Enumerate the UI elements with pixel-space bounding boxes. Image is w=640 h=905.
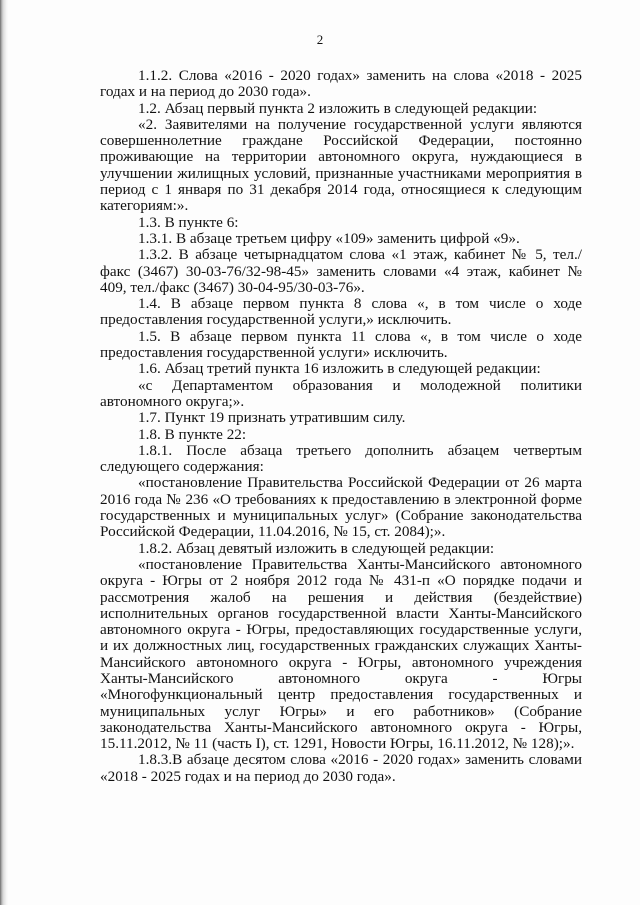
paragraph-1-8-2: 1.8.2. Абзац девятый изложить в следующей редакции: [138, 539, 495, 557]
paragraph-1-3: 1.3. В пункте 6: [138, 213, 239, 231]
paragraph-1-5: 1.5. В абзаце первом пункта 11 слова «, в том числе о ходе предоставления государственной услуги» исключить. [100, 327, 582, 362]
paragraph-decree-431: «постановление Правительства Ханты-Мансийского автономного округа - Югры от 2 ноября 2012 года № 431-п «О порядке подачи и рассмотрения жалоб на решения и действия (бездействие) исполнительных органов государственной власти Ханты-Мансийского автономного округа - Югры, предоставляющих государственные услуги, и их должностных лиц, государственных гражданских служащих Ханты-Мансийского автономного округа - Югры, автономного учреждения Ханты-Мансийского автономного округа - Югры «Многофункциональный центр предоставления государственных и муниципальных услуг Югры» и его работников» (Собрание законодательства Ханты-Мансийского автономного округа - Югры, 15.11.2012, № 11 (часть I), ст. 1291, Новости Югры, 16.11.2012, № 128);». [100, 555, 582, 753]
document-body [100, 68, 582, 785]
paragraph-1-6: 1.6. Абзац третий пункта 16 изложить в следующей редакции: [138, 360, 541, 378]
paragraph-1-2: 1.2. Абзац первый пункта 2 изложить в следующей редакции: [138, 99, 538, 117]
paragraph-applicants: «2. Заявителями на получение государственной услуги являются совершеннолетние граждане Российской Федерации, постоянно проживающие на территории автономного округа, нуждающиеся в улучшении жилищных условий, признанные участниками мероприятия в период с 1 января по 31 декабря 2014 года, относящиеся к следующим категориям:». [100, 115, 582, 215]
paragraph-department: «с Департаментом образования и молодежной политики автономного округа;». [100, 376, 582, 410]
paragraph-1-1-2: 1.1.2. Слова «2016 - 2020 годах» заменить на слова «2018 - 2025 годах и на период до 2030 года». [100, 67, 582, 101]
paragraph-1-7: 1.7. Пункт 19 признать утратившим силу. [138, 409, 406, 427]
paragraph-1-8-1: 1.8.1. После абзаца третьего дополнить абзацем четвертым следующего содержания: [100, 441, 582, 476]
paragraph-decree-236: «постановление Правительства Российской Федерации от 26 марта 2016 года № 236 «О требованиях к предоставлению в электронной форме государственных и муниципальных услуг» (Собрание законодательства Российской Федерации, 11.04.2016, № 15, ст. 2084);». [100, 474, 582, 541]
paragraph-1-3-1: 1.3.1. В абзаце третьем цифру «109» заменить цифрой «9». [138, 229, 520, 247]
paragraph-1-8: 1.8. В пункте 22: [138, 425, 247, 443]
paragraph-1-8-3: 1.8.3.В абзаце десятом слова «2016 - 2020 годах» заменить словами «2018 - 2025 годах и на период до 2030 года». [100, 751, 582, 785]
paragraph-1-4: 1.4. В абзаце первом пункта 8 слова «, в том числе о ходе предоставления государственной услуги,» исключить. [100, 295, 582, 329]
paragraph-1-3-2: 1.3.2. В абзаце четырнадцатом слова «1 этаж, кабинет № 5, тел./факс (3467) 30-03-76/32-98-45» заменить словами «4 этаж, кабинет № 409, тел./факс (3467) 30-04-95/30-03-76». [100, 246, 582, 296]
page-number: 2 [316, 32, 324, 47]
scan-edge [0, 0, 8, 905]
